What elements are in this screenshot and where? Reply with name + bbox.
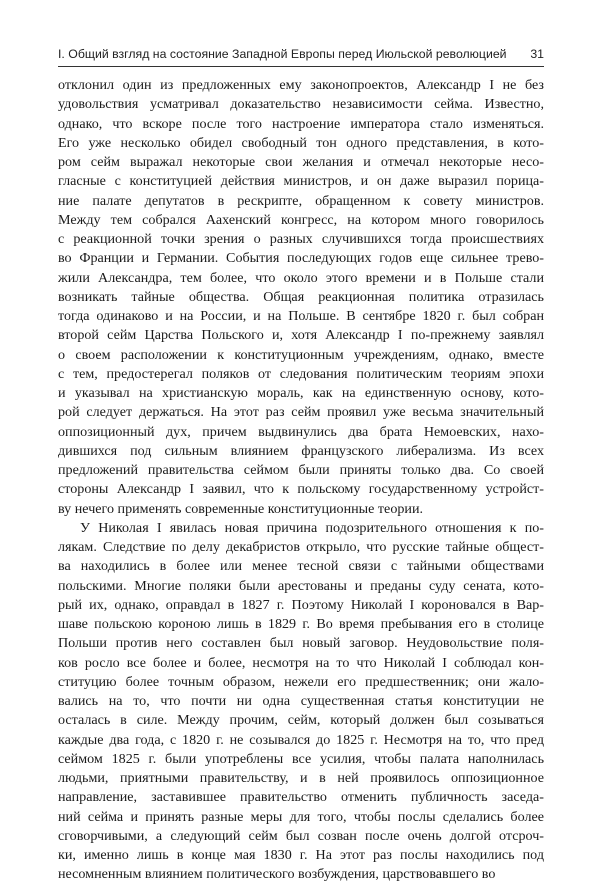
text-line: оппозиционный дух, причем выдвинулись два брата Немоевских, нахо-: [58, 423, 544, 440]
header-rule: [58, 66, 544, 67]
text-line: ков росло все более и более, несмотря на то что Николай I соблюдал кон-: [58, 654, 544, 671]
text-line: сеймом 1825 г. были употреблены все усилия, чтобы палата наполнилась: [58, 750, 544, 767]
text-line: с реакционной точки зрения о разных случившихся тогда происшествиях: [58, 231, 544, 247]
text-line: возникать тайные общества. Общая реакционная политика отразилась: [58, 288, 544, 305]
text-line: второй сейм Царства Польского и, хотя Александр I по-прежнему заявлял: [58, 327, 544, 344]
text-line: стороны Александр I заявил, что к польскому государственному устройст-: [58, 481, 544, 498]
text-line: отклонил один из предложенных ему законопроектов, Александр I не без: [58, 77, 544, 93]
text-line: и указывал на христианскую мораль, как на единственную основу, кото-: [58, 385, 544, 401]
text-line: осталась в силе. Между прочим, сейм, который должен был созываться: [58, 712, 544, 729]
running-head: [58, 47, 544, 61]
text-line: Его уже несколько обидел свободный тон одного представления, в кото-: [58, 134, 544, 151]
text-line: однако, что вскоре после того настроение императора стало изменяться.: [58, 115, 544, 132]
page-number: 31: [530, 47, 544, 61]
chapter-title: I. Общий взгляд на состояние Западной Европы перед Июльской революцией: [58, 47, 507, 61]
text-line: с тем, предостерегал поляков от следования политическим теориям эпохи: [58, 365, 544, 382]
text-line: во Франции и Германии. События последующих годов еще сильнее трево-: [58, 250, 544, 267]
text-line: людьми, приятными правительству, и в ней проявилось оппозиционное: [58, 770, 544, 786]
text-line: У Николая I явилась новая причина подозрительного отношения к по-: [80, 519, 544, 536]
text-line: предложений правительства сеймом были приняты только два. Со своей: [58, 462, 544, 478]
text-line: каждые два года, с 1820 г. не созывался до 1825 г. Несмотря на то, что пред: [58, 731, 544, 748]
body-text: [58, 76, 544, 885]
text-line: Между тем собрался Аахенский конгресс, на котором много говорилось: [58, 211, 544, 228]
text-line: рый их, однако, оправдал в 1827 г. Поэтому Николай I короновался в Вар-: [58, 596, 544, 613]
text-line: ституцию более точным образом, нежели его предшественник; они жало-: [58, 673, 544, 690]
text-line: сговорчивыми, а следующий сейм был созван после очень долгой отсроч-: [58, 827, 544, 844]
text-line: рой следует держаться. На этот раз сейм проявил уже весьма значительный: [58, 404, 544, 421]
text-line: ние палате депутатов в рескрипте, обращенном к совету министров.: [58, 192, 544, 209]
text-line: тогда одинаково и на России, и на Польше. В сентябре 1820 г. был собран: [58, 308, 544, 324]
text-line: польскими. Многие поляки были арестованы и преданы суду сената, кото-: [58, 577, 544, 594]
text-line: Польши против него составлен был новый заговор. Неудовольствие поля-: [58, 635, 544, 652]
paragraph: [58, 519, 544, 885]
text-line: жили Александра, тем более, что около этого времени и в Польше стали: [58, 269, 544, 286]
paragraph: [58, 76, 544, 519]
text-line: шаве польскою короною лишь в 1829 г. Во время пребывания его в столице: [58, 616, 544, 632]
text-line: лякам. Следствие по делу декабристов открыло, что русские тайные общест-: [58, 539, 544, 555]
text-line: дившихся под сильным влиянием французского либерализма. Из всех: [58, 442, 544, 459]
text-line: направление, заставившее правительство отменить публичность заседа-: [58, 789, 544, 806]
text-line: удовольствия усматривал доказательство независимости сейма. Известно,: [58, 96, 544, 113]
text-line: ром сейм выражал некоторые свои желания и отмечал некоторые несо-: [58, 154, 544, 170]
text-line: вались на то, что почти ни одна существенная статья конституции не: [58, 693, 544, 709]
text-line: ки, именно лишь в конце мая 1830 г. На этот раз послы находились под: [58, 847, 544, 863]
text-line: гласные с конституцией действия министров, и он даже выразил порица-: [58, 173, 544, 190]
text-line: ву нечего применять современные конституционные теории.: [58, 500, 424, 517]
text-line: ва находились в более или менее тесной связи с тайными обществами: [58, 558, 544, 575]
text-line: о своем расположении к конституционным учреждениям, однако, вместе: [58, 346, 544, 363]
text-line: ний сейма и принять разные меры для того, чтобы послы сделались более: [58, 808, 544, 825]
text-line: несомненным влиянием политического возбуждения, царствовавшего во: [58, 866, 496, 883]
